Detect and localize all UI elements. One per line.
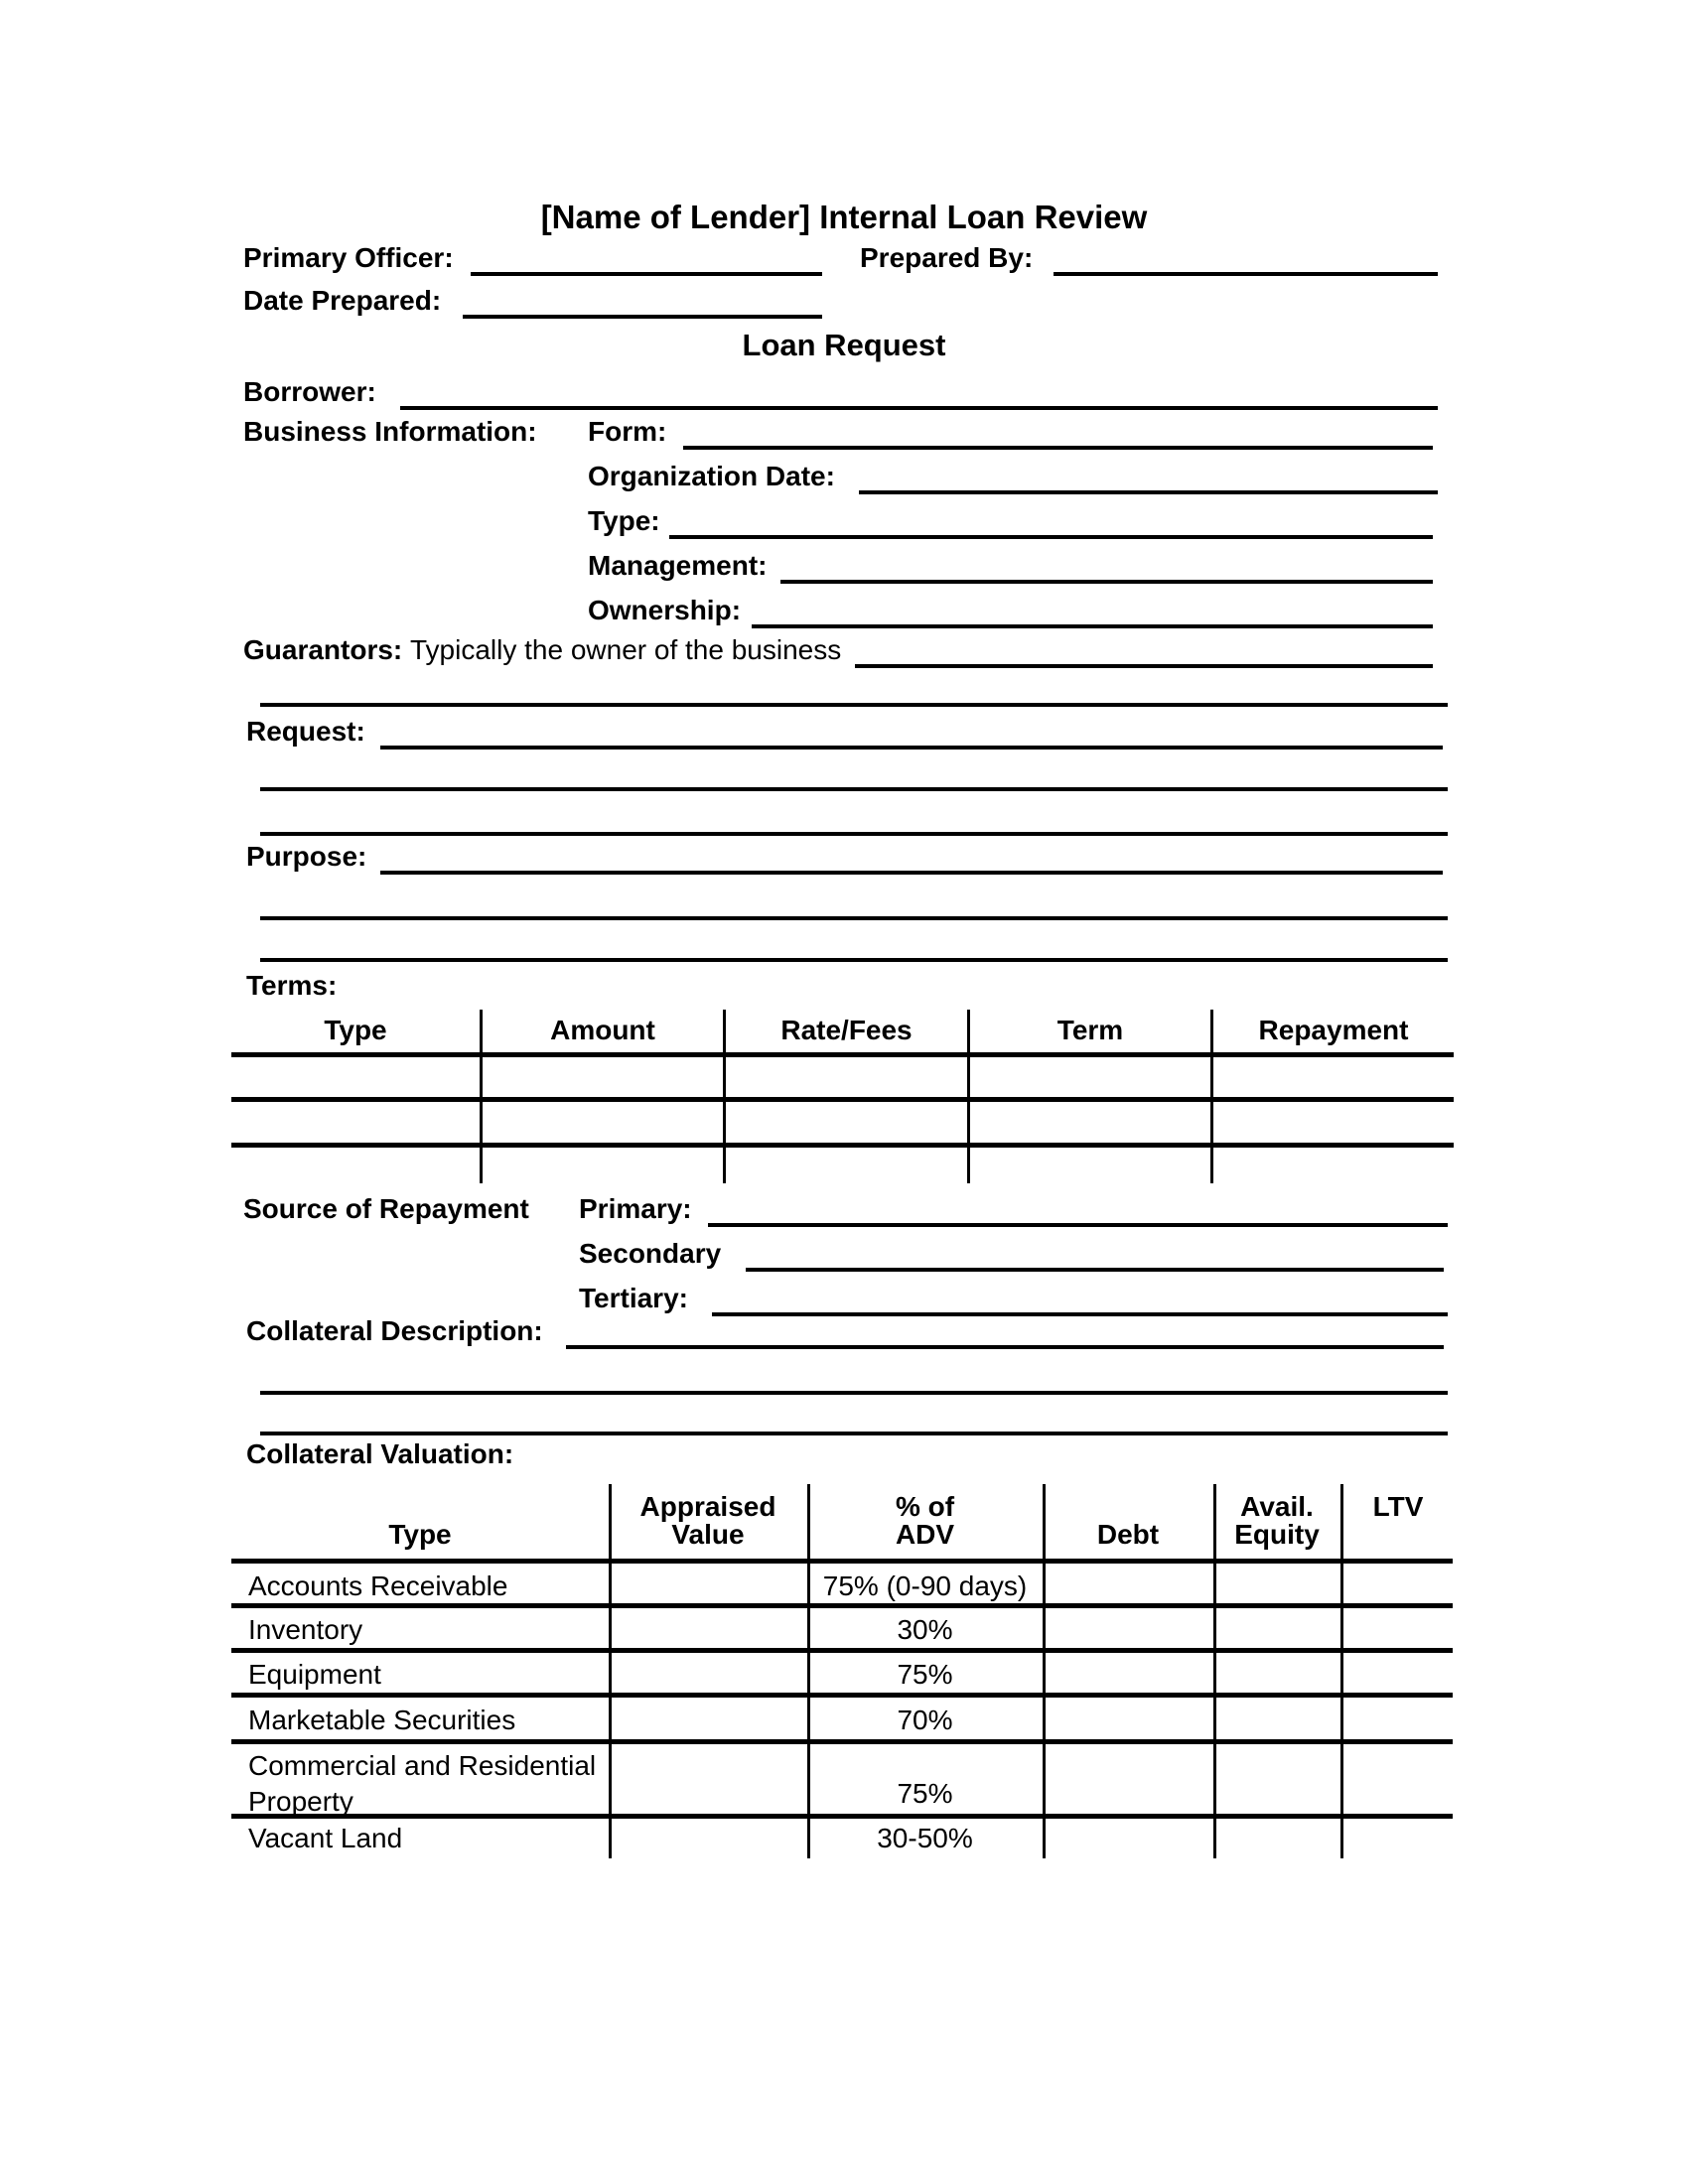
collateral-row-type: Marketable Securities: [248, 1705, 516, 1735]
collateral-table-gridline-v5: [1340, 1484, 1343, 1858]
primary-officer-label: Primary Officer:: [243, 242, 454, 273]
collateral-row-type: Accounts Receivable: [248, 1570, 508, 1601]
collateral-row-type: Inventory: [248, 1614, 363, 1645]
collateral-table-gridline-h2: [231, 1603, 1453, 1608]
collateral-valuation-label: Collateral Valuation:: [246, 1438, 514, 1469]
collateral-row-adv: 30-50%: [877, 1823, 973, 1853]
guarantors-blank-line-2: [260, 703, 1448, 707]
collateral-row-type: Commercial and Residential Property: [248, 1750, 597, 1817]
request-blank-line-3: [260, 832, 1448, 836]
purpose-blank: [380, 871, 1443, 875]
terms-table-gridline-h2: [231, 1097, 1454, 1102]
terms-col-type: Type: [324, 1015, 387, 1045]
repayment-tertiary-label: Tertiary:: [579, 1283, 688, 1313]
source-of-repayment-label: Source of Repayment: [243, 1193, 529, 1224]
purpose-label: Purpose:: [246, 841, 367, 872]
type-label: Type:: [588, 505, 660, 536]
repayment-secondary-blank: [746, 1268, 1444, 1272]
repayment-primary-label: Primary:: [579, 1193, 692, 1224]
collateral-col-adv: ADV: [895, 1519, 955, 1550]
collateral-table-gridline-h5: [231, 1739, 1453, 1744]
collateral-row-adv: 75% (0-90 days): [822, 1570, 1028, 1601]
business-information-label: Business Information:: [243, 416, 537, 447]
type-blank: [669, 535, 1433, 539]
date-prepared-label: Date Prepared:: [243, 285, 442, 316]
borrower-label: Borrower:: [243, 376, 376, 407]
request-blank: [380, 746, 1443, 750]
organization-date-blank: [859, 490, 1438, 494]
collateral-table-gridline-h3: [231, 1648, 1453, 1653]
guarantors-blank: [855, 664, 1433, 668]
collateral-row-type: Equipment: [248, 1659, 381, 1690]
loan-request-heading: Loan Request: [742, 328, 946, 362]
terms-table-gridline-h3: [231, 1143, 1454, 1148]
request-blank-line-2: [260, 787, 1448, 791]
management-blank: [780, 580, 1433, 584]
management-label: Management:: [588, 550, 768, 581]
terms-col-repayment: Repayment: [1258, 1015, 1409, 1045]
request-label: Request:: [246, 716, 365, 747]
collateral-col-pct-of: % of: [895, 1491, 955, 1522]
purpose-blank-line-3: [260, 958, 1448, 962]
document-title: [Name of Lender] Internal Loan Review: [540, 199, 1148, 235]
collateral-description-blank-line-3: [260, 1432, 1448, 1435]
terms-col-term: Term: [1056, 1015, 1124, 1045]
collateral-row-adv: 75%: [897, 1778, 953, 1809]
collateral-col-debt: Debt: [1096, 1519, 1160, 1550]
collateral-valuation-table: [231, 1484, 1453, 1858]
collateral-description-blank: [566, 1345, 1444, 1349]
ownership-blank: [752, 624, 1433, 628]
terms-table: [231, 1010, 1454, 1183]
collateral-col-equity: Equity: [1234, 1519, 1320, 1550]
terms-label: Terms:: [246, 970, 338, 1001]
date-prepared-blank: [463, 315, 822, 319]
collateral-row-adv: 70%: [897, 1705, 953, 1735]
purpose-blank-line-2: [260, 916, 1448, 920]
collateral-description-label: Collateral Description:: [246, 1315, 543, 1346]
ownership-label: Ownership:: [588, 595, 742, 625]
terms-col-amount: Amount: [550, 1015, 655, 1045]
collateral-row-adv: 75%: [897, 1659, 953, 1690]
collateral-col-value: Value: [671, 1519, 745, 1550]
form-blank: [683, 446, 1433, 450]
guarantors-label: Guarantors:: [243, 634, 403, 665]
collateral-col-ltv: LTV: [1372, 1491, 1424, 1522]
terms-col-rate-fees: Rate/Fees: [780, 1015, 913, 1045]
repayment-primary-blank: [708, 1223, 1448, 1227]
collateral-col-avail: Avail.: [1240, 1491, 1314, 1522]
collateral-row-type: Vacant Land: [248, 1823, 403, 1853]
terms-table-gridline-h1: [231, 1052, 1454, 1057]
prepared-by-label: Prepared By:: [860, 242, 1034, 273]
prepared-by-blank: [1054, 272, 1438, 276]
collateral-row-adv: 30%: [897, 1614, 953, 1645]
repayment-secondary-label: Secondary: [579, 1238, 722, 1269]
collateral-col-type: Type: [388, 1519, 452, 1550]
collateral-table-gridline-h4: [231, 1693, 1453, 1698]
form-label: Form:: [588, 416, 667, 447]
borrower-blank: [400, 406, 1438, 410]
guarantors-note: Typically the owner of the business: [410, 634, 842, 665]
collateral-description-blank-line-2: [260, 1391, 1448, 1395]
primary-officer-blank: [471, 272, 822, 276]
collateral-table-gridline-h1: [231, 1559, 1453, 1564]
collateral-col-appraised: Appraised: [639, 1491, 776, 1522]
organization-date-label: Organization Date:: [588, 461, 835, 491]
repayment-tertiary-blank: [712, 1312, 1448, 1316]
